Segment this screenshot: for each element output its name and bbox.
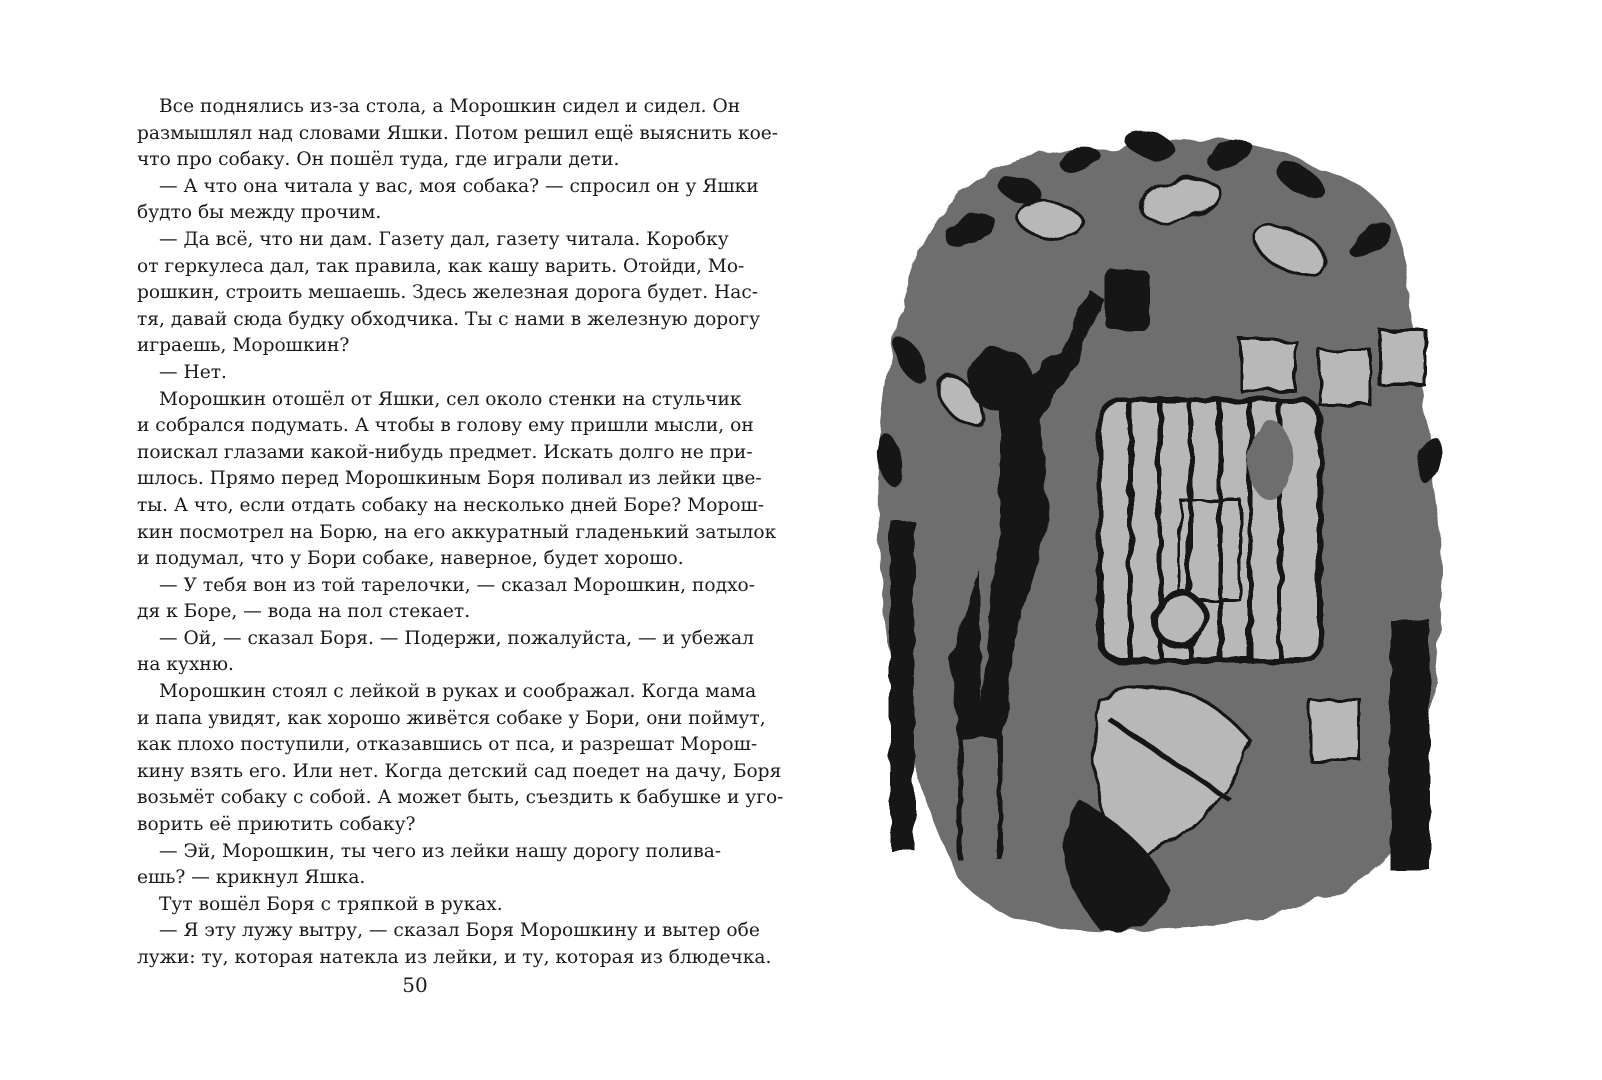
text-line: и папа увидят, как хорошо живётся собаке у Бори, они поймут, [137,707,766,729]
text-line: и собрался подумать. А чтобы в голову ему пришли мысли, он [137,415,754,437]
text-line: тя, давай сюда будку обходчика. Ты с нами в железную дорогу [137,308,761,330]
text-line: — Нет. [159,361,227,383]
text-line: кин посмотрел на Борю, на его аккуратный гладенький затылок [137,521,777,543]
text-line: — У тебя вон из той тарелочки, — сказал Морошкин, подхо- [159,574,755,596]
text-line: на кухню. [137,654,234,676]
text-line: ешь? — крикнул Яшка. [137,867,366,889]
text-line: дя к Боре, — вода на пол стекает. [137,601,471,623]
text-line: Морошкин стоял с лейкой в руках и соображал. Когда мама [159,681,757,703]
text-line: — Эй, Морошкин, ты чего из лейки нашу дорогу полива- [159,840,722,862]
ink-illustration [850,100,1500,970]
text-line: Морошкин отошёл от Яшки, сел около стенки на стульчик [159,388,742,410]
text-line: Тут вошёл Боря с тряпкой в руках. [159,893,503,915]
bird [1248,420,1292,500]
text-line: — Я эту лужу вытру, — сказал Боря Морошкину и вытер обе [159,920,760,942]
text-line: Все поднялись из-за стола, а Морошкин сидел и сидел. Он [159,96,741,117]
text-line: и подумал, что у Бори собаке, наверное, будет хорошо. [137,548,684,570]
watering-can [1105,270,1150,330]
text-line: играешь, Морошкин? [137,335,350,357]
text-line: рошкин, строить мешаешь. Здесь железная дорога будет. Нас- [137,282,759,304]
text-line: будто бы между прочим. [137,202,382,224]
text-line: от геркулеса дал, так правила, как кашу варить. Отойди, Мо- [137,255,745,277]
text-line: возьмёт собаку с собой. А может быть, съездить к бабушке и уго- [137,787,784,809]
text-line: лужи: ту, которая натекла из лейки, и ту, которая из блюдечка. [137,947,772,968]
text-line: ворить её приютить собаку? [137,814,416,836]
illustration-drawing [850,100,1500,970]
text-line: — Да всё, что ни дам. Газету дал, газету читала. Коробку [159,228,729,250]
text-line: шлось. Прямо перед Морошкиным Боря поливал из лейки цве- [137,468,762,490]
text-line: кину взять его. Или нет. Когда детский сад поедет на дачу, Боря [137,760,782,782]
text-line: размышлял над словами Яшки. Потом решил ещё выяснить кое- [137,122,779,144]
text-line: что про собаку. Он пошёл туда, где играли дети. [137,149,620,171]
text-line: — Ой, — сказал Боря. — Подержи, пожалуйста, — и убежал [159,627,754,649]
text-line: ты. А что, если отдать собаку на несколько дней Боре? Морош- [137,494,765,516]
text-line: — А что она читала у вас, моя собака? — спросил он у Яшки [159,175,759,197]
text-line: поискал глазами какой-нибудь предмет. Искать долго не при- [137,441,753,463]
page-number: 50 [402,973,428,997]
text-line: как плохо поступили, отказавшись от пса, и разрешат Морош- [137,734,758,756]
text-column [137,94,784,972]
